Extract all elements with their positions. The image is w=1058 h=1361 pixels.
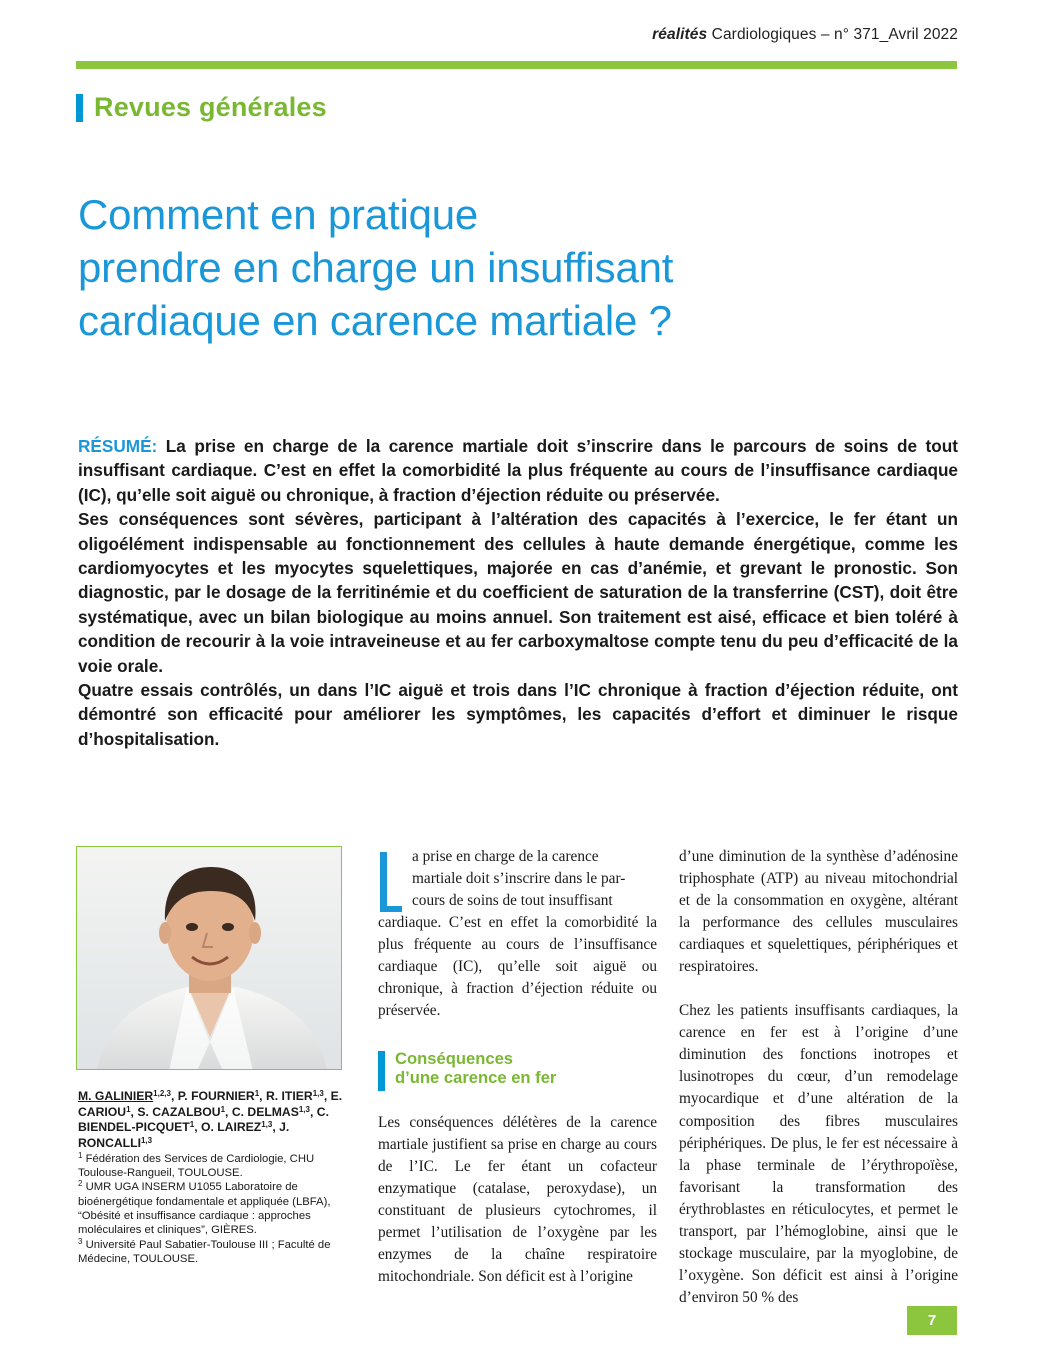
article-title [78, 188, 938, 347]
author-affiliation-ref: 1,3 [298, 1104, 310, 1114]
subheading-line-2: d’une carence en fer [395, 1068, 557, 1087]
body-column-3 [679, 846, 958, 1309]
subheading-text [395, 1049, 556, 1091]
body-column-2 [378, 846, 657, 1022]
abstract-paragraph-1 [78, 434, 958, 507]
column-3-paragraph-2: Chez les patients insuffisants cardiaques, la carence en fer est à l’origine d’une diminution des fonctions inotropes et lusinotropes du cœur, d’un remodelage myocardique et d’une altération de la composition des fibres musculaires périphériques. De plus, le fer est nécessaire à la phase terminale de l’érythropoïèse, favorisant la transformation des érythroblastes en réticulocytes, et permet le transport, par l’hémoglobine, ainsi que le stockage musculaire, par la myoglobine, de l’oxygène. Son déficit est ainsi à l’origine d’environ 50 % des [679, 1002, 958, 1306]
author-affiliation-ref: 1,3 [312, 1089, 324, 1098]
author-photo [76, 846, 342, 1070]
affiliation-3 [78, 1238, 353, 1267]
intro-lines [378, 846, 657, 912]
author-affiliation-ref: 1,3 [261, 1120, 273, 1130]
affiliation-2 [78, 1180, 353, 1237]
drop-cap-l [378, 850, 404, 914]
section-label [76, 92, 327, 123]
abstract-label: RÉSUMÉ: [78, 436, 158, 456]
title-line-2: prendre en charge un insuffisant [78, 244, 674, 291]
affiliation-text: Fédération des Services de Cardiologie, CHU Toulouse-Rangueil, TOULOUSE. [78, 1152, 315, 1180]
author-affiliation-ref: 1 [220, 1104, 226, 1114]
title-line-1: Comment en pratique [78, 191, 479, 238]
intro-paragraph: cardiaque. C’est en effet la comorbidité la plus fréquente au cours de l’insuffisance cardiaque (IC), qu’elle soit aiguë ou chronique, à fraction d’éjection réduite ou préservée. [378, 914, 657, 1020]
intro-line-1: a prise en charge de la carence [412, 848, 599, 865]
affiliation-number: 1 [78, 1150, 83, 1160]
title-line-3: cardiaque en carence martiale ? [78, 297, 672, 344]
journal-name: Cardiologiques [711, 26, 817, 43]
author-name: M. GALINIER [78, 1089, 154, 1103]
author-block [78, 1089, 353, 1266]
subheading-marker [378, 1051, 385, 1091]
author-affiliation-ref: 1 [254, 1089, 260, 1098]
author-name: C. DELMAS [231, 1104, 299, 1119]
subheading [378, 1049, 556, 1091]
abstract [78, 434, 958, 751]
body-column-2-paragraph-2: Les conséquences délétères de la carence martiale justifient sa prise en charge au cours de l’IC. Le fer étant un cofacteur enzymatique (catalase, peroxydase), un constituant de plusieurs cytochromes, il permet l’utilisation de l’oxygène par les enzymes de la chaîne respiratoire mitochondriale. Son déficit est à l’origine [378, 1114, 657, 1286]
abstract-text-1: La prise en charge de la carence martiale doit s’inscrire dans le parcours de soins de tout insuffisant cardiaque. C’est en effet la comorbidité la plus fréquente au cours de l’insuffisance cardiaque (IC), qu’elle soit aiguë ou chronique, à fraction d’éjection réduite ou préservée. [78, 436, 958, 505]
author-affiliation-ref: 1,3 [140, 1136, 153, 1146]
abstract-paragraph-3: Quatre essais contrôlés, un dans l’IC aiguë et trois dans l’IC chronique à fraction d’éjection réduite, ont démontré son efficacité pour améliorer les symptômes, les capacités d’effort et diminuer le risque d’hospitalisation. [78, 680, 958, 749]
affiliation-number: 3 [78, 1236, 83, 1246]
page-number: 7 [907, 1306, 957, 1335]
author-name: J. RONCALLI [78, 1120, 290, 1151]
author-affiliation-ref: 1 [189, 1120, 195, 1130]
affiliation-1 [78, 1152, 353, 1181]
intro-line-2: martiale doit s’inscrire dans le par- [412, 870, 626, 888]
author-name: S. CAZALBOU [137, 1104, 221, 1119]
author-name: R. ITIER [265, 1089, 313, 1103]
running-header [652, 26, 958, 44]
header-rule [76, 61, 957, 69]
affiliation-text: UMR UGA INSERM U1055 Laboratoire de bioénergétique fondamentale et appliquée (LBFA), “Obésité et insuffisance cardiaque : approches moléculaires et cliniques”, GIÈRES. [78, 1181, 331, 1237]
journal-issue: – n° 371_Avril 2022 [820, 26, 958, 43]
author-affiliation-ref: 1 [126, 1104, 131, 1114]
section-marker [76, 94, 83, 122]
affiliation-text: Université Paul Sabatier-Toulouse III ; Faculté de Médecine, TOULOUSE. [78, 1238, 331, 1265]
journal-brand: réalités [652, 26, 708, 43]
section-label-text: Revues générales [94, 92, 327, 122]
affiliation-number: 2 [78, 1179, 83, 1189]
abstract-paragraph-2: Ses conséquences sont sévères, participant à l’altération des capacités à l’exercice, le fer étant un oligoélément indispensable au fonctionnement des cellules à haute demande énergétique, comme les cardiomyocytes et les myocytes squelettiques, majorée en cas d’anémie, et grevant le pronostic. Son diagnostic, par le dosage de la ferritinémie et du coefficient de saturation de la transferrine (CST), doit être systématique, avec un bilan biologique au moins annuel. Son traitement est aisé, efficace et bien toléré à condition de recourir à la voie intraveineuse et au fer carboxymaltose compte tenu du peu d’efficacité de la voie orale. [78, 509, 958, 676]
author-name: C. BIENDEL-PICQUET [78, 1104, 329, 1135]
subheading-line-1: Conséquences [395, 1049, 514, 1068]
author-affiliation-ref: 1,2,3 [153, 1089, 171, 1098]
intro-line-3: cours de soins de tout insuffisant [412, 892, 613, 910]
author-names: M. GALINIER$^{1,2,3}$, P. FOURNIER$^1$, R. ITIER$^{1,3}$, E. CARIOU$^1$, S. CAZALBOU$^1$, C. DELMAS$^{1,3}$, C. BIENDEL-PICQUET$^1$, O. LAIREZ$^{1,3}$, J. RONCALLI$^{1,3}$ [78, 1089, 343, 1151]
author-name: O. LAIREZ [200, 1120, 262, 1135]
column-3-paragraph-1: d’une diminution de la synthèse d’adénosine triphosphate (ATP) au niveau mitochondrial et de la consommation en oxygène, altérant la performance des cellules musculaires cardiaques et squelettiques, périphériques et respiratoires. [679, 848, 958, 976]
author-portrait [77, 847, 342, 1070]
author-name: P. FOURNIER [177, 1089, 255, 1103]
author-name: E. CARIOU [78, 1089, 343, 1119]
